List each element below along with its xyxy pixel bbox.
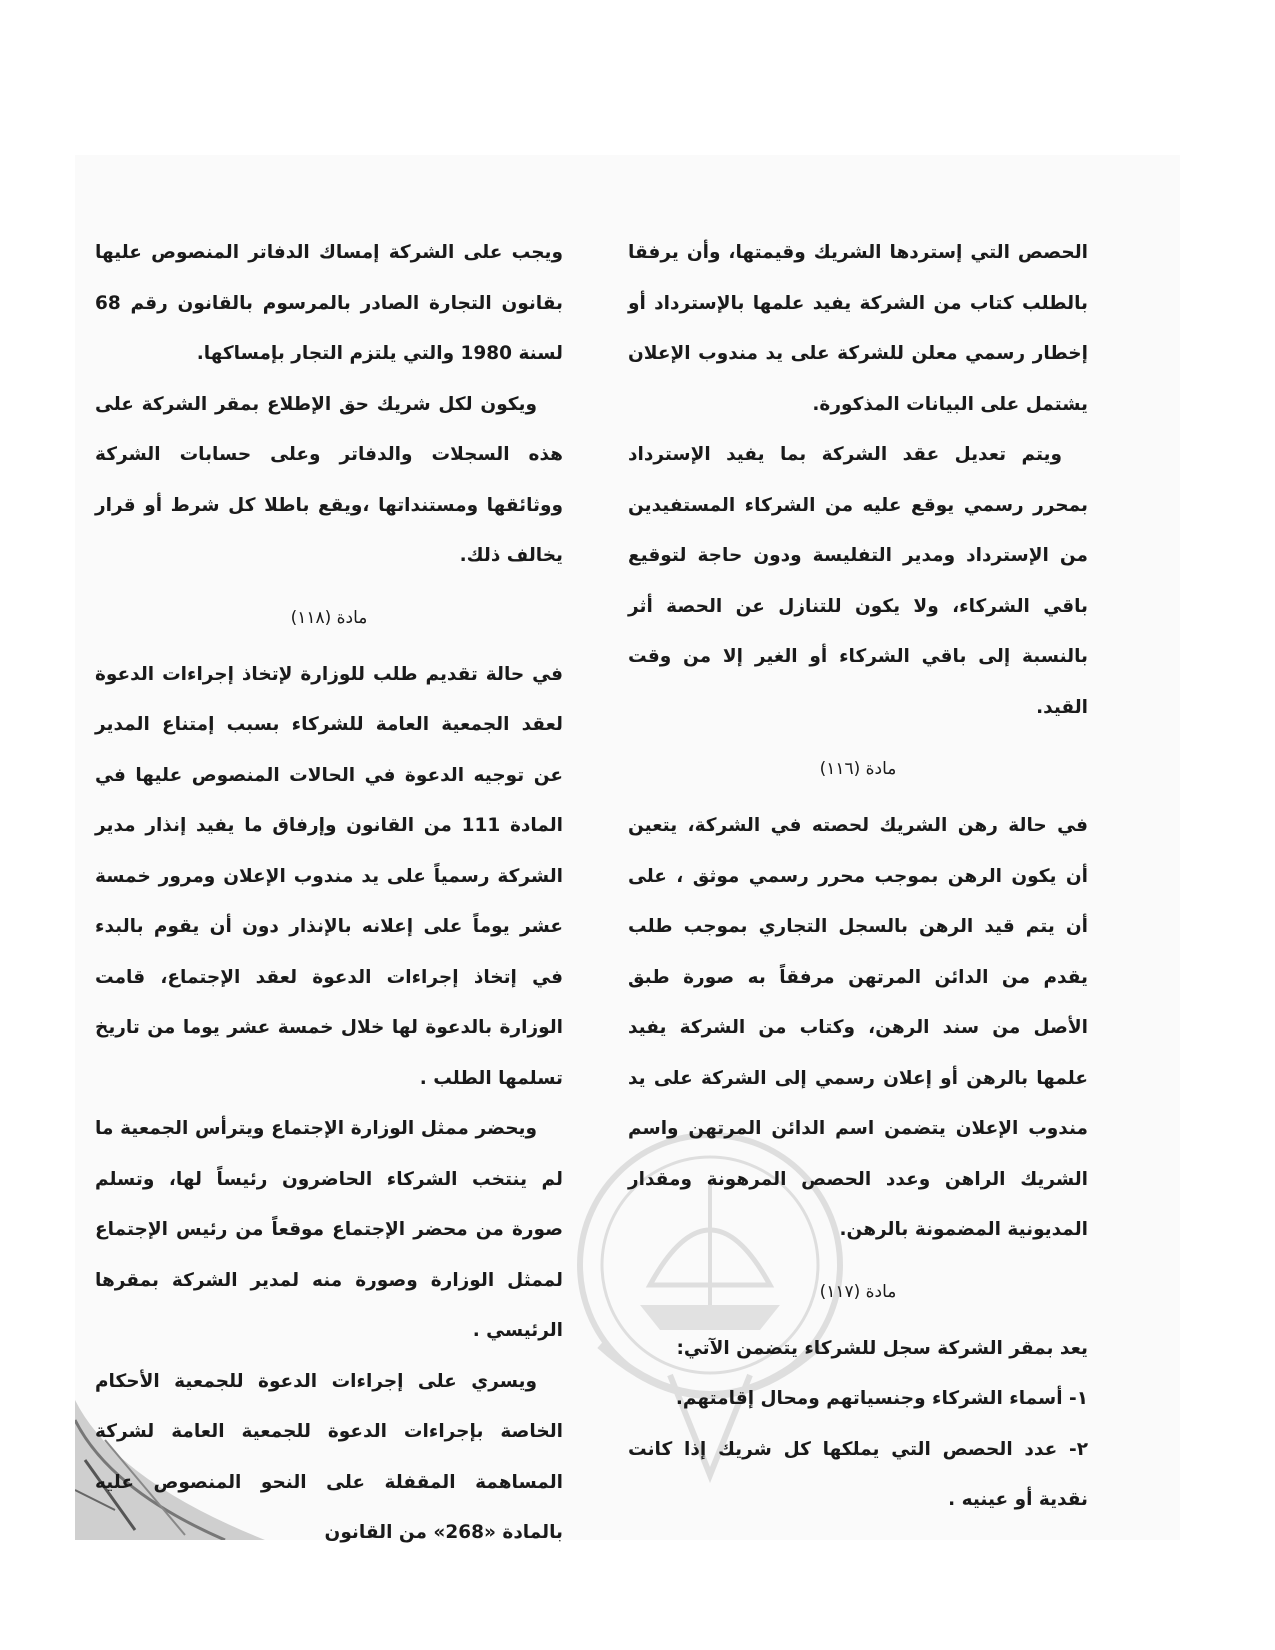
paragraph-inspection-right: ويكون لكل شريك حق الإطلاع بمقر الشركة على هذه السجلات والدفاتر وعلى حسابات الشركة ووثائقها ومستنداتها ،ويقع باطلا كل شرط أو قرار يخالف ذلك. [95, 393, 563, 566]
heading-article-117: مادة (١١٧) [819, 1281, 897, 1302]
paragraph-books-keeping: ويجب على الشركة إمساك الدفاتر المنصوص عليها بقانون التجارة الصادر بالمرسوم بالقانون رقم 68 لسنة 1980 والتي يلتزم التجار بإمساكها. [95, 242, 563, 364]
heading-article-118: مادة (١١٨) [290, 607, 368, 628]
paragraph-share-pledge: في حالة رهن الشريك لحصته في الشركة، يتعين أن يكون الرهن بموجب محرر رسمي موثق ، على أن يتم قيد الرهن بالسجل التجاري بموجب طلب يقدم من الدائن المرتهن مرفقاً به صورة طبق الأصل من سند الرهن، وكتاب من الشركة يفيد علمها بالرهن أو إعلان رسمي إلى الشركة على يد مندوب الإعلان يتضمن اسم الدائن المرتهن واسم الشريك الراهن وعدد الحصص المرهونة ومقدار المديونية المضمونة بالرهن. [628, 815, 1088, 1240]
right-column [628, 228, 1088, 1526]
list-item-shares-count: ٢- عدد الحصص التي يملكها كل شريك إذا كانت نقدية أو عينيه . [628, 1438, 1088, 1510]
paragraph-contract-amendment: ويتم تعديل عقد الشركة بما يفيد الإسترداد بمحرر رسمي يوقع عليه من الشركاء المستفيدين من الإسترداد ومدير التفليسة ودون حاجة لتوقيع باقي الشركاء، ولا يكون للتنازل عن الحصة أثر بالنسبة إلى باقي الشركاء أو الغير إلا من وقت القيد. [628, 444, 1088, 718]
paragraph-invitation-rules: ويسري على إجراءات الدعوة للجمعية الأحكام الخاصة بإجراءات الدعوة للجمعية العامة لشركة المساهمة المقفلة على النحو المنصوص عليه بالمادة «268» من القانون [95, 1370, 563, 1543]
paragraph-meeting-invitation: في حالة تقديم طلب للوزارة لإتخاذ إجراءات الدعوة لعقد الجمعية العامة للشركاء بسبب إمتناع المدير عن توجيه الدعوة في الحالات المنصوص عليها في المادة 111 من القانون وإرفاق ما يفيد إنذار مدير الشركة رسمياً على يد مندوب الإعلان ومرور خمسة عشر يوماً على إعلانه بالإنذار دون أن يقوم بالبدء في إتخاذ إجراءات الدعوة لعقد الإجتماع، قامت الوزارة بالدعوة لها خلال خمسة عشر يوما من تاريخ تسلمها الطلب . [95, 663, 563, 1089]
heading-article-116: مادة (١١٦) [819, 759, 897, 779]
paragraph-ministry-representative: ويحضر ممثل الوزارة الإجتماع ويترأس الجمعية ما لم ينتخب الشركاء الحاضرون رئيساً لها، وتسلم صورة من محضر الإجتماع موقعاً من رئيس الإجتماع لممثل الوزارة وصورة منه لمدير الشركة بمقرها الرئيسي . [95, 1118, 563, 1341]
left-column [95, 228, 563, 1559]
paragraph-partners-register: يعد بمقر الشركة سجل للشركاء يتضمن الآتي: [676, 1337, 1088, 1359]
list-item-names-nationalities: ١- أسماء الشركاء وجنسياتهم ومحال إقامتهم. [675, 1388, 1088, 1409]
paragraph-return-shares: الحصص التي إستردها الشريك وقيمتها، وأن يرفقا بالطلب كتاب من الشركة يفيد علمها بالإسترداد أو إخطار رسمي معلن للشركة على يد مندوب الإعلان يشتمل على البيانات المذكورة. [628, 242, 1088, 415]
